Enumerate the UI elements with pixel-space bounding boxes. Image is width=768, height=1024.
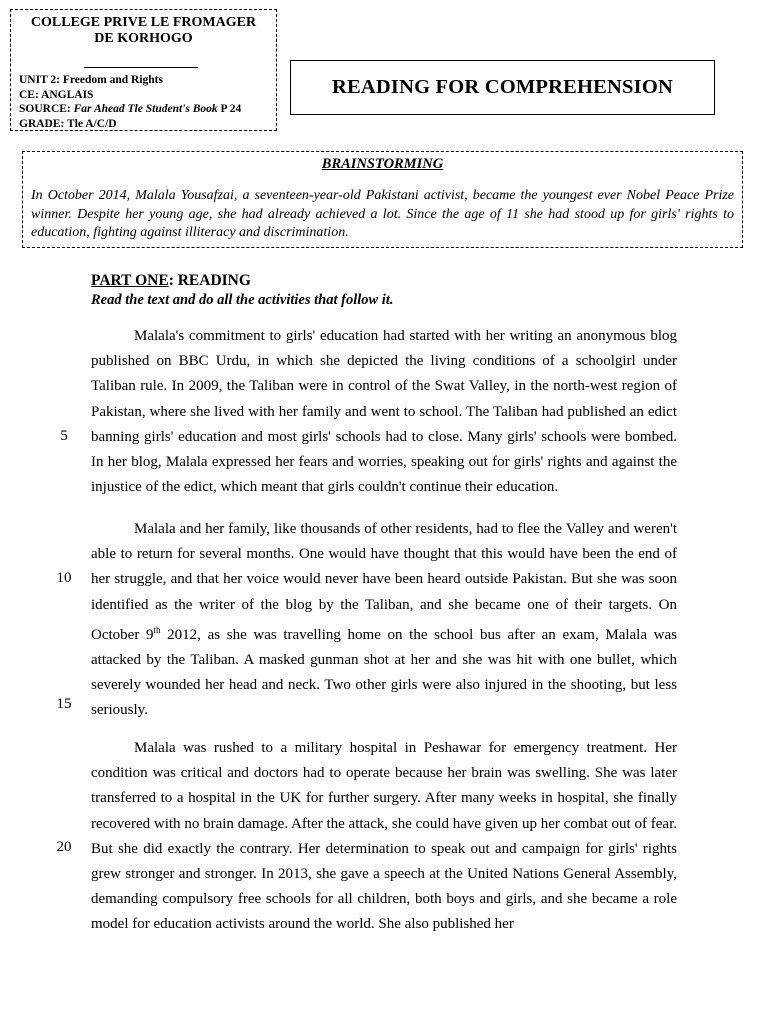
school-name-line2: DE KORHOGO xyxy=(94,31,193,46)
brainstorming-box xyxy=(22,151,743,248)
line-number-10: 10 xyxy=(56,570,72,586)
ce-label: CE: xyxy=(19,88,42,101)
passage-paragraph-2 xyxy=(91,517,677,724)
school-divider xyxy=(84,67,198,68)
passage-paragraph-3: Malala was rushed to a military hospital in Peshawar for emergency treatment. Her condition was critical and doctors had to operate because her brain was swelling. She was later transferred to a hospital in the UK for further surgery. After many weeks in hospital, she finally recovered with no brain damage. After the attack, she could have given up her combat out of fear. But she did exactly the contrary. Her determination to speak out and campaign for girls' rights grew stronger and stronger. In 2013, she gave a speech at the United Nations General Assembly, demanding compulsory free schools for all children, both boys and girls, and she became a role model for education activists around the world. She also published her xyxy=(91,740,677,933)
line-number-15: 15 xyxy=(56,696,72,712)
unit-line xyxy=(19,73,241,88)
school-name xyxy=(11,15,276,47)
ce-value: ANGLAIS xyxy=(41,88,94,101)
school-info-box xyxy=(10,9,277,131)
source-label: SOURCE: xyxy=(19,103,74,115)
part-one-title: : READING xyxy=(168,272,251,289)
passage-paragraph-1: Malala's commitment to girls' education had started with her writing an anonymous blog published on BBC Urdu, in which she depicted the living conditions of a schoolgirl under Taliban rule. In 2009, the Taliban were in control of the Swat Valley, in the north-west region of Pakistan, where she lived with her family and went to school. The Taliban had published an edict banning girls' education and most girls' schools had to close. Many girls' schools were bombed. In her blog, Malala expressed her fears and worries, speaking out for girls' rights and against the injustice of the edict, which meant that girls couldn't continue their education. xyxy=(91,328,677,496)
brainstorming-text: In October 2014, Malala Yousafzai, a seventeen-year-old Pakistani activist, became the youngest ever Nobel Peace Prize winner. Despite her young age, she had already achieved a lot. Since the age of 11 she had stood up for girls' rights to education, fighting against illiteracy and discrimination. xyxy=(31,188,734,240)
source-page: P 24 xyxy=(217,103,242,115)
grade-label: GRADE: xyxy=(19,117,68,130)
page-title: READING FOR COMPREHENSION xyxy=(332,76,673,98)
part-one-label: PART ONE xyxy=(91,272,169,289)
unit-value: Freedom and Rights xyxy=(62,74,163,86)
line-number-20: 20 xyxy=(56,839,72,855)
unit-label: UNIT 2: xyxy=(19,74,63,86)
part-one-heading xyxy=(91,272,251,290)
source-value: Far Ahead Tle Student's Book xyxy=(73,103,218,115)
reading-instruction: Read the text and do all the activities that follow it. xyxy=(91,292,394,308)
ordinal-suffix: th xyxy=(153,624,161,635)
school-name-line1: COLLEGE PRIVE LE FROMAGER xyxy=(30,15,257,30)
line-number-5: 5 xyxy=(60,428,68,444)
passage-paragraph-2-start: Malala and her family, like thousands of other residents, had to flee the Valley and weren't able to return for several months. One would have thought that this would have been the end of her struggle, and that her voice would never have been heard outside Pakistan. But she was soon identified as the writer of the blog by the Taliban, and she became one of their targets. On October 9 xyxy=(91,521,677,643)
ce-line xyxy=(19,88,241,103)
grade-value: Tle A/C/D xyxy=(67,117,117,130)
source-line xyxy=(19,102,241,117)
title-box xyxy=(290,60,715,115)
brainstorming-heading: BRAINSTORMING xyxy=(321,156,444,172)
grade-line xyxy=(19,117,241,132)
passage-paragraph-2-end: 2012, as she was travelling home on the school bus after an exam, Malala was attacked by the Taliban. A masked gunman shot at her and she was hit with one bullet, which severely wounded her head and neck. Two other girls were also injured in the shooting, but less seriously. xyxy=(91,626,677,719)
course-metadata xyxy=(19,73,241,131)
